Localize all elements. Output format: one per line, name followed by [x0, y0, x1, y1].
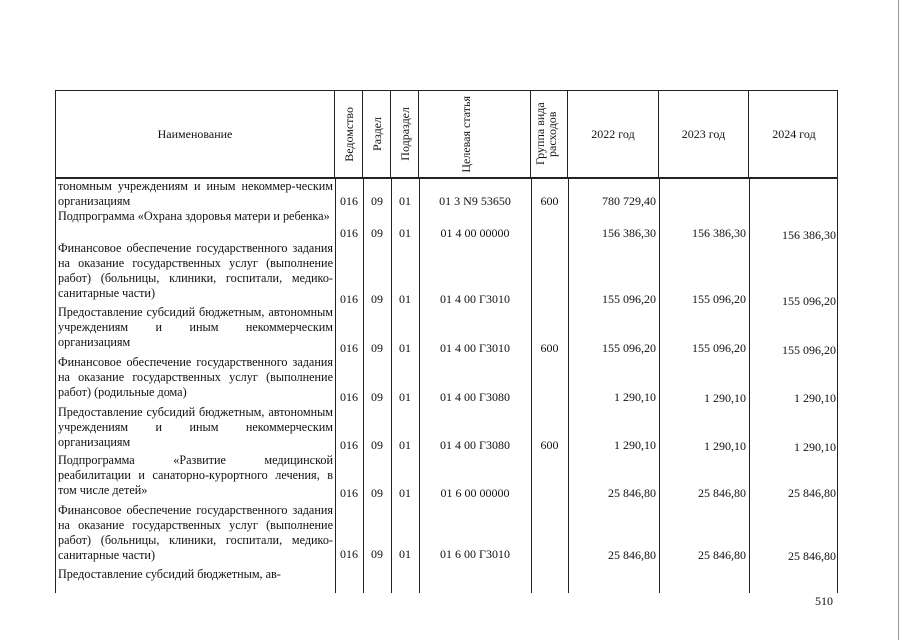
- row-section: 09: [371, 341, 383, 355]
- row-department: 016: [340, 341, 358, 355]
- table-header: [55, 90, 838, 179]
- header-expense-group: Группа вида расходов: [531, 91, 568, 177]
- row-2022: 155 096,20: [602, 292, 656, 306]
- row-2023: 25 846,80: [698, 486, 746, 500]
- row-2023: 155 096,20: [692, 292, 746, 306]
- row-2024: 155 096,20: [782, 343, 836, 357]
- header-target: Целевая статья: [419, 91, 531, 177]
- row-target: 01 4 00 00000: [440, 226, 510, 240]
- row-name: тономным учреждениям и иным некоммер-ческим организациям: [58, 179, 333, 208]
- row-name: Финансовое обеспечение государственного задания на оказание государственных услуг (выполнение работ) (больницы, клиники, госпитали, медико-санитарные части): [58, 241, 333, 300]
- row-2022: 1 290,10: [614, 390, 656, 404]
- row-group: 600: [540, 438, 559, 452]
- row-2023: 1 290,10: [704, 439, 746, 453]
- row-subsection: 01: [399, 194, 411, 208]
- row-department: 016: [340, 194, 358, 208]
- row-2022: 155 096,20: [602, 341, 656, 355]
- page-edge-line: [898, 0, 899, 640]
- row-section: 09: [371, 390, 383, 404]
- row-subsection: 01: [399, 341, 411, 355]
- row-2024: 25 846,80: [788, 486, 836, 500]
- row-section: 09: [371, 226, 383, 240]
- row-2023: 156 386,30: [692, 226, 746, 240]
- row-department: 016: [340, 486, 358, 500]
- row-target: 01 6 00 Г3010: [440, 547, 510, 561]
- row-target: 01 4 00 Г3010: [440, 341, 510, 355]
- row-2022: 25 846,80: [608, 486, 656, 500]
- row-2022: 156 386,30: [602, 226, 656, 240]
- row-section: 09: [371, 194, 383, 208]
- row-2022: 25 846,80: [608, 548, 656, 562]
- row-section: 09: [371, 547, 383, 561]
- row-target: 01 6 00 00000: [440, 486, 510, 500]
- row-name: Предоставление субсидий бюджетным, автономным учреждениям и иным некоммерческим организациям: [58, 305, 333, 349]
- row-2023: 25 846,80: [698, 548, 746, 562]
- page-number: 510: [815, 594, 833, 608]
- header-2022: 2022 год: [568, 91, 659, 177]
- row-target: 01 4 00 Г3080: [440, 390, 510, 404]
- header-2024: 2024 год: [772, 126, 816, 141]
- row-group: 600: [540, 341, 559, 355]
- row-department: 016: [340, 292, 358, 306]
- row-group: 600: [540, 194, 559, 208]
- row-target: 01 4 00 Г3080: [440, 438, 510, 452]
- row-2023: 155 096,20: [692, 341, 746, 355]
- row-name: Подпрограмма «Охрана здоровья матери и ребенка»: [58, 209, 330, 223]
- row-department: 016: [340, 438, 358, 452]
- row-2022: 1 290,10: [614, 438, 656, 452]
- row-section: 09: [371, 292, 383, 306]
- row-2024: 1 290,10: [794, 440, 836, 454]
- row-department: 016: [340, 390, 358, 404]
- row-subsection: 01: [399, 438, 411, 452]
- row-name: Предоставление субсидий бюджетным, ав-: [58, 567, 281, 581]
- row-2023: 1 290,10: [704, 391, 746, 405]
- row-department: 016: [340, 226, 358, 240]
- header-name: Наименование: [56, 91, 335, 177]
- row-2024: 156 386,30: [782, 228, 836, 242]
- row-name: Финансовое обеспечение государственного задания на оказание государственных услуг (выполнение работ) (больницы, клиники, госпитали, медико-санитарные части): [58, 503, 333, 562]
- row-target: 01 4 00 Г3010: [440, 292, 510, 306]
- row-2024: 155 096,20: [782, 294, 836, 308]
- row-subsection: 01: [399, 226, 411, 240]
- row-department: 016: [340, 547, 358, 561]
- row-subsection: 01: [399, 390, 411, 404]
- row-2024: 1 290,10: [794, 391, 836, 405]
- row-2024: 25 846,80: [788, 549, 836, 563]
- row-name: Финансовое обеспечение государственного задания на оказание государственных услуг (выполнение работ) (родильные дома): [58, 355, 333, 399]
- row-section: 09: [371, 438, 383, 452]
- row-subsection: 01: [399, 486, 411, 500]
- header-department: Ведомство: [335, 91, 363, 177]
- row-target: 01 3 N9 53650: [439, 194, 511, 208]
- row-2022: 780 729,40: [602, 194, 656, 208]
- row-section: 09: [371, 486, 383, 500]
- header-subsection: Подраздел: [391, 91, 419, 177]
- row-subsection: 01: [399, 292, 411, 306]
- table-body: [55, 179, 838, 593]
- row-subsection: 01: [399, 547, 411, 561]
- row-name: Подпрограмма «Развитие медицинской реабилитации и санаторно-курортного лечения, в том числе детей»: [58, 453, 333, 497]
- row-name: Предоставление субсидий бюджетным, автономным учреждениям и иным некоммерческим организациям: [58, 405, 333, 449]
- header-2023: 2023 год: [659, 91, 749, 177]
- header-section: Раздел: [363, 91, 391, 177]
